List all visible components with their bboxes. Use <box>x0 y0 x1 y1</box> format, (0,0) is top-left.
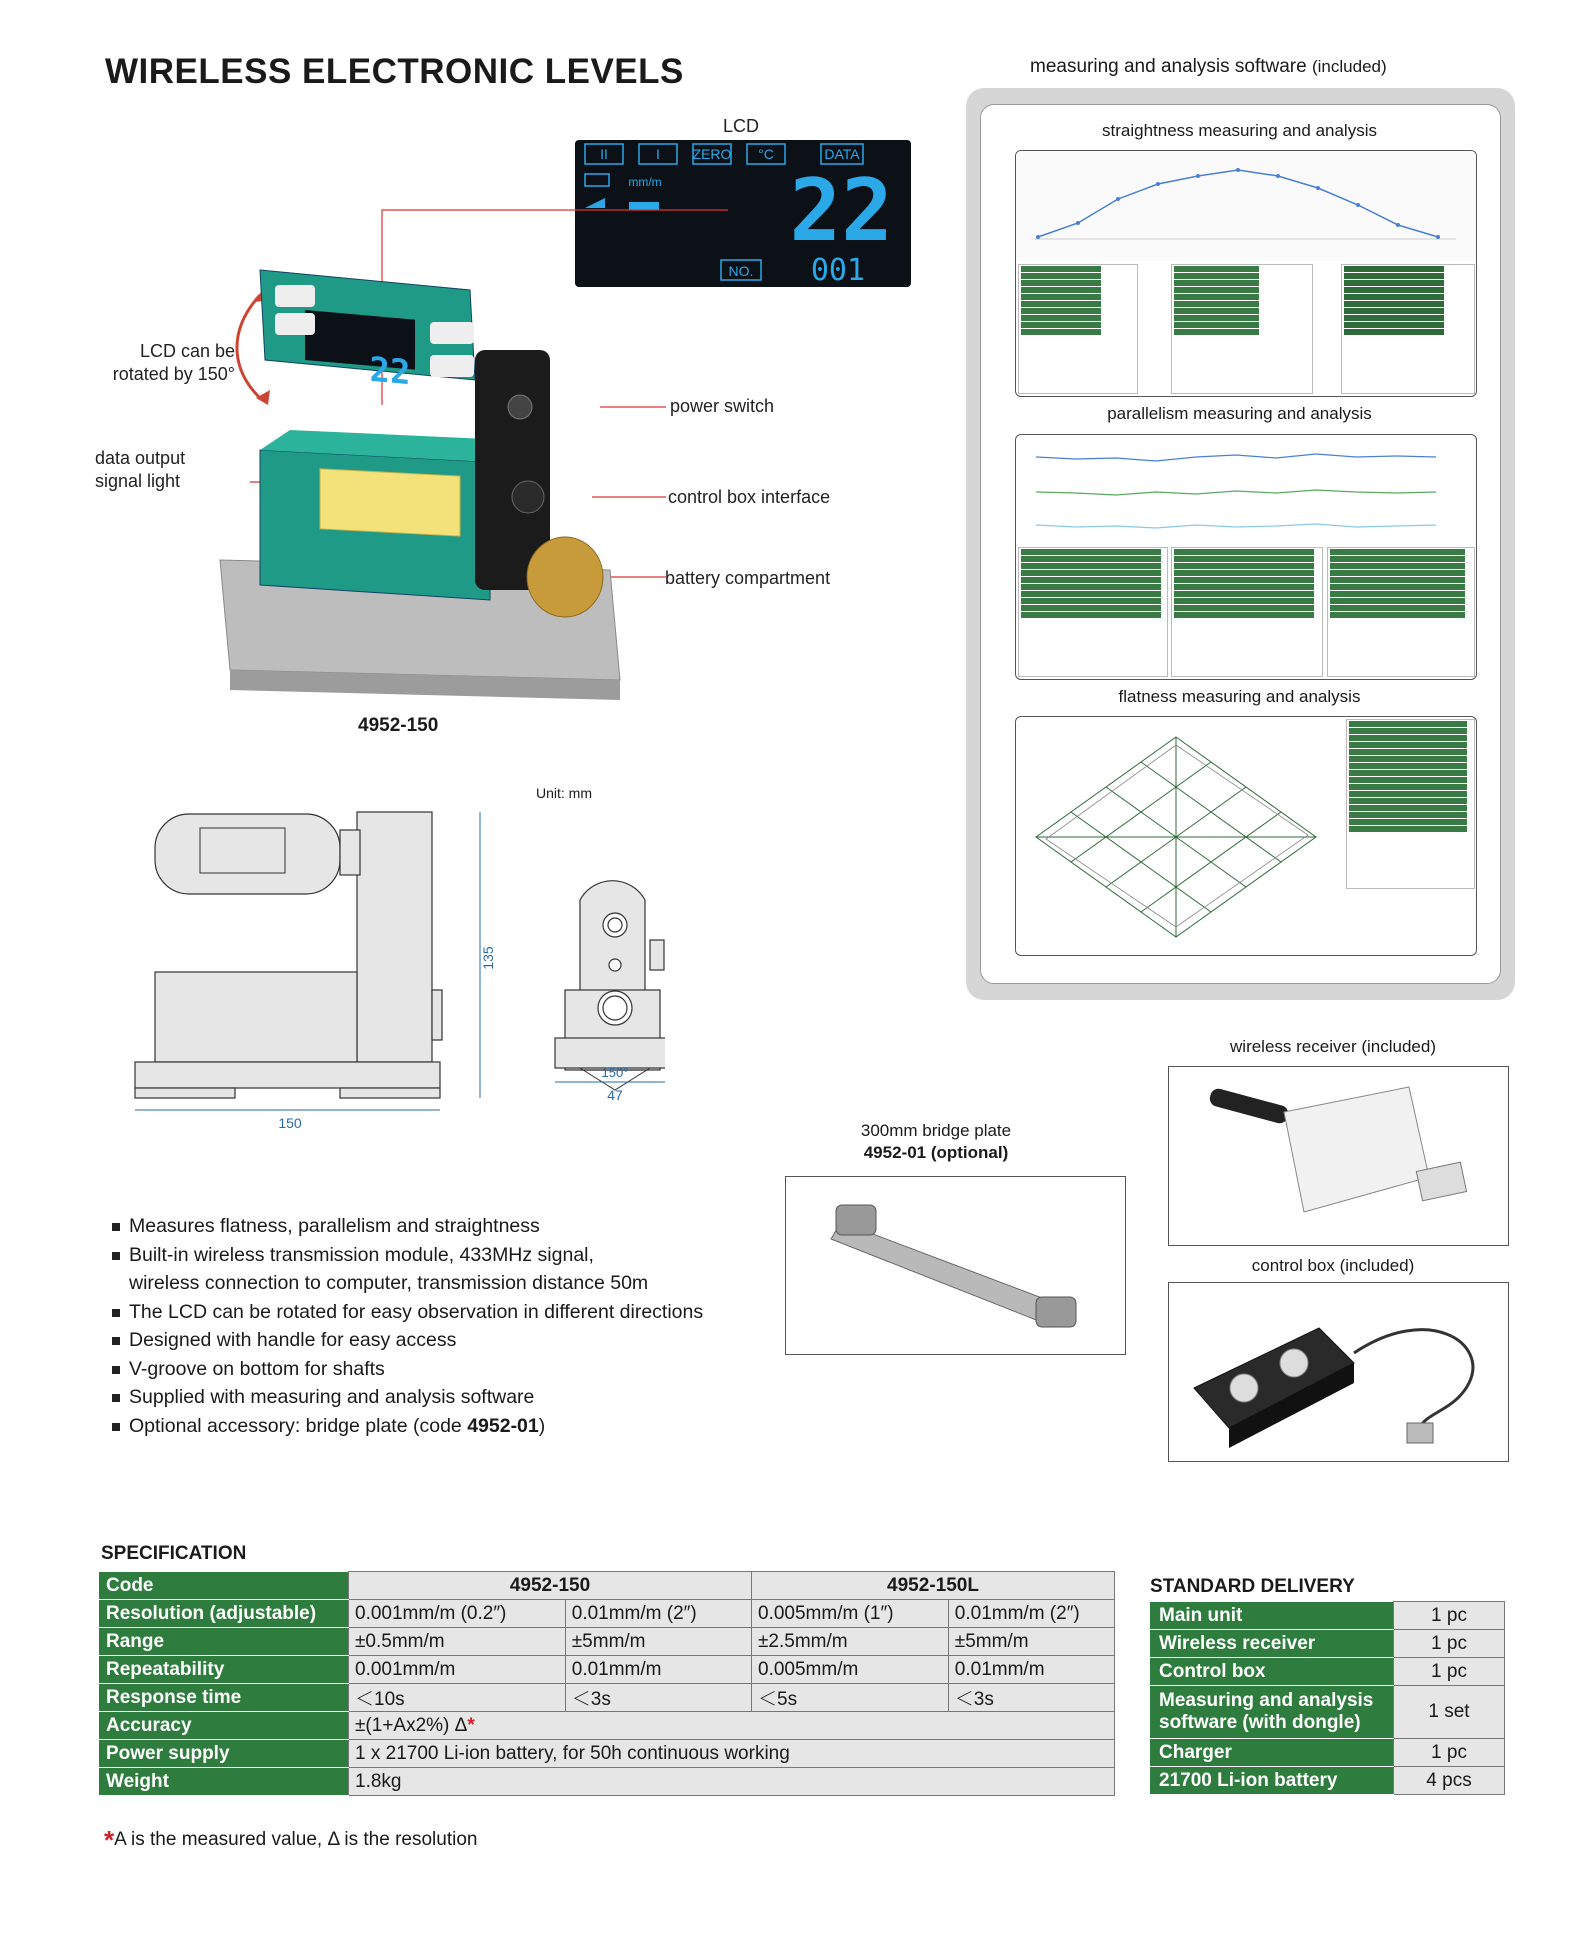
straightness-result-table <box>1341 264 1475 394</box>
table-row <box>1151 1767 1505 1795</box>
spec-table <box>99 1571 1115 1796</box>
spec-label: Accuracy <box>100 1712 349 1740</box>
spec-cell: 0.005mm/m <box>752 1656 949 1684</box>
spec-title: SPECIFICATION <box>101 1543 247 1564</box>
lcd-value: 22 <box>789 161 893 261</box>
lcd-btn-4: °C <box>758 146 774 162</box>
flatness-3d-grid <box>1016 717 1346 955</box>
dim-height: 135 <box>480 946 496 970</box>
delivery-item: 21700 Li-ion battery <box>1151 1767 1394 1795</box>
technical-drawing <box>125 800 665 1140</box>
control-box-photo <box>1168 1282 1509 1462</box>
power-switch-label: power switch <box>670 396 775 416</box>
feature-item: Designed with handle for easy access <box>112 1326 703 1355</box>
flatness-result-table <box>1346 719 1475 889</box>
delivery-qty: 4 pcs <box>1394 1767 1505 1795</box>
table-row <box>100 1740 1115 1768</box>
receiver-photo <box>1168 1066 1509 1246</box>
dim-angle: 150° <box>601 1065 629 1080</box>
software-heading: measuring and analysis software (included) <box>1030 56 1387 77</box>
parallelism-chart <box>1016 435 1476 545</box>
lcd-btn-5: DATA <box>824 146 860 162</box>
feature-item: Built-in wireless transmission module, 433MHz signal, wireless connection to computer, transmission distance 50m <box>112 1241 703 1298</box>
spec-cell: ±(1+Ax2%) Δ* <box>349 1712 1115 1740</box>
spec-cell: ＜10s <box>349 1684 566 1712</box>
page-title: WIRELESS ELECTRONIC LEVELS <box>105 52 684 91</box>
table-row <box>1151 1686 1505 1739</box>
receiver-caption: wireless receiver (included) <box>1230 1037 1436 1056</box>
parallelism-screenshot <box>1015 434 1477 680</box>
spec-label: Repeatability <box>100 1656 349 1684</box>
spec-cell: 0.005mm/m (1″) <box>752 1600 949 1628</box>
bridge-caption: 300mm bridge plate 4952-01 (optional) <box>860 1121 1012 1162</box>
straightness-screenshot <box>1015 150 1477 397</box>
table-row <box>1151 1658 1505 1686</box>
table-row <box>1151 1739 1505 1767</box>
delivery-title: STANDARD DELIVERY <box>1150 1576 1355 1597</box>
spec-cell: ＜3s <box>948 1684 1114 1712</box>
spec-model-a: 4952-150 <box>349 1572 752 1600</box>
table-row <box>100 1572 1115 1600</box>
unit-label: Unit: mm <box>536 785 592 801</box>
table-row <box>100 1628 1115 1656</box>
spec-cell: 1 x 21700 Li-ion battery, for 50h continuous working <box>349 1740 1115 1768</box>
table-row <box>100 1600 1115 1628</box>
delivery-qty: 1 set <box>1394 1686 1505 1739</box>
lcd-no-value: 001 <box>810 253 865 287</box>
bridge-plate-photo <box>785 1176 1126 1355</box>
spec-label: Response time <box>100 1684 349 1712</box>
flatness-caption: flatness measuring and analysis <box>1118 687 1361 706</box>
spec-label: Weight <box>100 1768 349 1796</box>
spec-cell: 0.001mm/m <box>349 1656 566 1684</box>
delivery-item: Wireless receiver <box>1151 1630 1394 1658</box>
table-row <box>100 1768 1115 1796</box>
spec-cell: ±2.5mm/m <box>752 1628 949 1656</box>
delivery-item: Main unit <box>1151 1602 1394 1630</box>
feature-item: The LCD can be rotated for easy observation in different directions <box>112 1298 703 1327</box>
spec-cell: ＜5s <box>752 1684 949 1712</box>
receiver-illustration <box>1169 1067 1508 1245</box>
delivery-qty: 1 pc <box>1394 1658 1505 1686</box>
spec-cell: ±0.5mm/m <box>349 1628 566 1656</box>
parallelism-caption: parallelism measuring and analysis <box>1107 404 1372 423</box>
control-interface-label: control box interface <box>668 487 831 507</box>
spec-cell: 0.01mm/m <box>565 1656 751 1684</box>
feature-list <box>112 1212 703 1440</box>
spec-label: Power supply <box>100 1740 349 1768</box>
spec-cell: ＜3s <box>565 1684 751 1712</box>
spec-cell: 0.01mm/m (2″) <box>948 1600 1114 1628</box>
table-row <box>1151 1630 1505 1658</box>
lcd-btn-3: ZERO <box>692 146 732 162</box>
parallelism-table-1 <box>1018 547 1168 677</box>
parallelism-table-2 <box>1171 547 1323 677</box>
spec-label: Resolution (adjustable) <box>100 1600 349 1628</box>
device-illustration <box>190 200 850 720</box>
control-box-caption: control box (included) <box>1251 1256 1415 1275</box>
svg-text:22: 22 <box>369 349 411 394</box>
footnote: *A is the measured value, Δ is the resolution <box>104 1825 478 1855</box>
table-row <box>100 1656 1115 1684</box>
feature-item: Supplied with measuring and analysis software <box>112 1383 703 1412</box>
feature-item: V-groove on bottom for shafts <box>112 1355 703 1384</box>
spec-cell: 0.01mm/m (2″) <box>565 1600 751 1628</box>
delivery-table <box>1150 1601 1505 1795</box>
bridge-plate-illustration <box>786 1177 1125 1354</box>
data-light-note: data output signal light <box>95 448 186 491</box>
spec-model-b: 4952-150L <box>752 1572 1115 1600</box>
spec-cell: ±5mm/m <box>948 1628 1114 1656</box>
feature-item: Measures flatness, parallelism and straightness <box>112 1212 703 1241</box>
spec-cell: 0.01mm/m <box>948 1656 1114 1684</box>
delivery-qty: 1 pc <box>1394 1739 1505 1767</box>
spec-cell: 1.8kg <box>349 1768 1115 1796</box>
delivery-qty: 1 pc <box>1394 1602 1505 1630</box>
straightness-table-2 <box>1171 264 1313 394</box>
lcd-unit: mm/m <box>628 175 662 189</box>
lcd-label: LCD <box>723 116 760 136</box>
lcd-btn-2: I <box>656 146 660 162</box>
lcd-rotate-note: LCD can be rotated by 150° <box>112 341 235 384</box>
parallelism-result-table <box>1327 547 1475 677</box>
control-box-illustration <box>1169 1283 1508 1461</box>
spec-cell: 0.001mm/m (0.2″) <box>349 1600 566 1628</box>
table-row <box>100 1712 1115 1740</box>
feature-item: Optional accessory: bridge plate (code 4952-01) <box>112 1412 703 1441</box>
lcd-no-label: NO. <box>728 263 754 279</box>
delivery-item: Measuring and analysis software (with dongle) <box>1151 1686 1394 1739</box>
dim-width: 47 <box>607 1087 623 1103</box>
battery-label: battery compartment <box>665 568 831 588</box>
straightness-table-1 <box>1018 264 1138 394</box>
straightness-caption: straightness measuring and analysis <box>1102 121 1377 140</box>
table-row <box>100 1684 1115 1712</box>
spec-cell: ±5mm/m <box>565 1628 751 1656</box>
dim-length: 150 <box>278 1115 302 1131</box>
spec-label: Code <box>100 1572 349 1600</box>
table-row <box>1151 1602 1505 1630</box>
delivery-item: Control box <box>1151 1658 1394 1686</box>
delivery-item: Charger <box>1151 1739 1394 1767</box>
delivery-qty: 1 pc <box>1394 1630 1505 1658</box>
lcd-btn-1: II <box>600 146 608 162</box>
spec-label: Range <box>100 1628 349 1656</box>
model-label: 4952-150 <box>358 715 439 736</box>
flatness-screenshot <box>1015 716 1477 956</box>
